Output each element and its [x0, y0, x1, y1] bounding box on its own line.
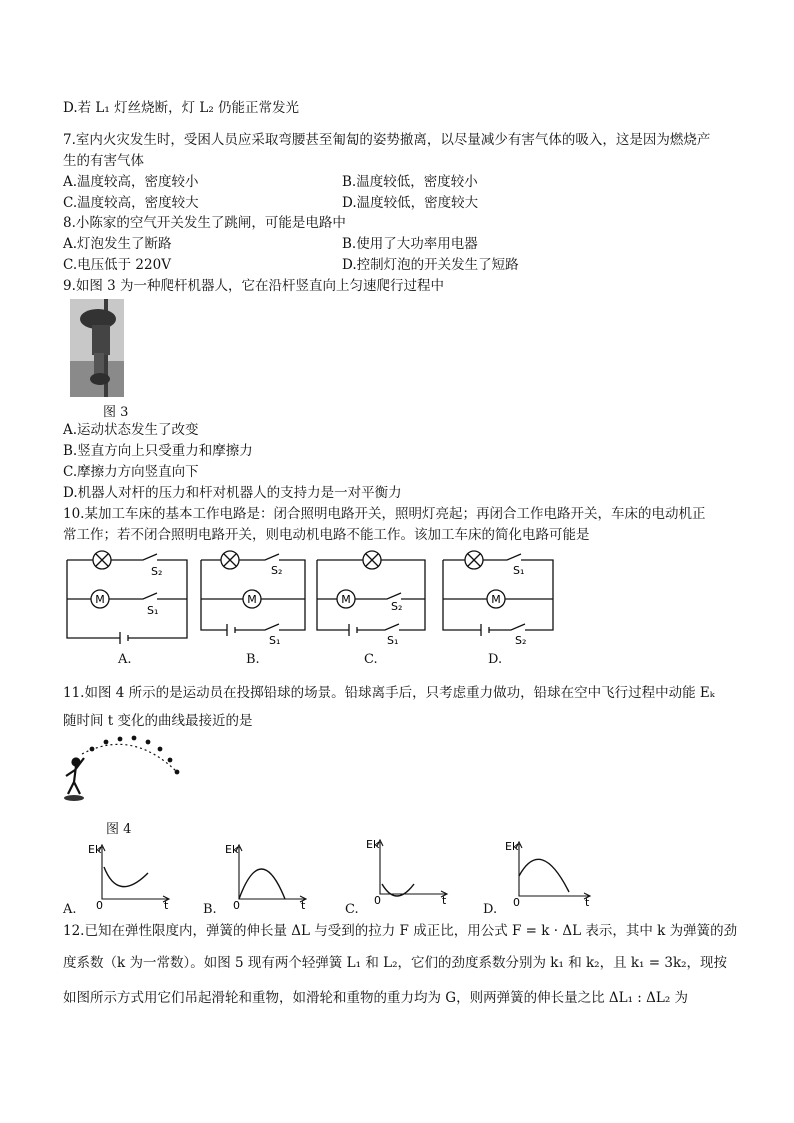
graph-a-ylabel: Ek — [88, 843, 102, 856]
graph-c-label: C. — [345, 902, 359, 917]
q8-option-d: D.控制灯泡的开关发生了短路 — [342, 257, 519, 273]
q10-stem-line2: 常工作；若不闭合照明电路开关，则电动机电路不能工作。该加工车床的简化电路可能是 — [63, 527, 590, 543]
robot-photo — [70, 299, 124, 397]
switch-s1-d-label: S₁ — [513, 564, 525, 577]
motor-a-label: M — [95, 593, 105, 606]
graph-b-ylabel: Ek — [225, 843, 239, 856]
circuit-c — [315, 552, 427, 647]
circuit-c-label: C. — [364, 652, 378, 667]
switch-s1-a-label: S₁ — [147, 604, 159, 617]
q10-stem-line1: 10.某加工车床的基本工作电路是：闭合照明电路开关，照明灯亮起；再闭合工作电路开关，车床的电动机正 — [63, 506, 706, 522]
graph-d — [505, 840, 590, 909]
q7-option-a: A.温度较高，密度较小 — [63, 174, 199, 190]
figure-4-caption: 图 4 — [106, 822, 132, 837]
graph-d-xlabel: t — [585, 896, 590, 909]
switch-s2-a-label: S₂ — [151, 565, 163, 578]
graph-a-origin: 0 — [96, 899, 103, 912]
q8-option-b: B.使用了大功率用电器 — [342, 236, 478, 252]
switch-s2-c-label: S₂ — [391, 600, 403, 613]
q8-stem: 8.小陈家的空气开关发生了跳闸，可能是电路中 — [63, 215, 346, 231]
q8-option-c: C.电压低于 220V — [63, 257, 171, 273]
graph-c-xlabel: t — [442, 894, 447, 907]
motor-d-label: M — [491, 593, 501, 606]
q7-stem-line1: 7.室内火灾发生时，受困人员应采取弯腰甚至匍匐的姿势撤离，以尽量减少有害气体的吸入，这是因为燃烧产 — [63, 132, 711, 148]
graph-a-label: A. — [63, 902, 77, 917]
q9-option-a: A.运动状态发生了改变 — [63, 422, 199, 438]
circuit-a-label: A. — [118, 652, 132, 667]
motor-c-label: M — [341, 593, 351, 606]
circuit-d-label: D. — [488, 652, 503, 667]
graph-b-xlabel: t — [301, 899, 306, 912]
switch-s2-b-label: S₂ — [271, 564, 283, 577]
q7-option-c: C.温度较高，密度较大 — [63, 195, 199, 211]
graph-d-origin: 0 — [513, 896, 520, 909]
circuit-d — [441, 552, 555, 647]
graph-a-xlabel: t — [164, 899, 169, 912]
q9-stem: 9.如图 3 为一种爬杆机器人，它在沿杆竖直向上匀速爬行过程中 — [63, 278, 445, 294]
shot-put-figure — [62, 732, 192, 804]
q7-option-d: D.温度较低，密度较大 — [342, 195, 479, 211]
graph-b-origin: 0 — [233, 899, 240, 912]
graph-b — [225, 843, 306, 912]
motor-b-label: M — [247, 593, 257, 606]
circuit-b — [199, 552, 307, 647]
circuit-b-label: B. — [246, 652, 260, 667]
switch-s1-b-label: S₁ — [269, 634, 281, 647]
q6-option-d: D.若 L₁ 灯丝烧断，灯 L₂ 仍能正常发光 — [63, 100, 300, 116]
figure-3-caption: 图 3 — [103, 405, 129, 420]
q9-option-b: B.竖直方向上只受重力和摩擦力 — [63, 443, 253, 459]
graph-b-label: B. — [203, 902, 217, 917]
graph-c-ylabel: Ek — [366, 838, 380, 851]
switch-s1-c-label: S₁ — [387, 634, 399, 647]
switch-s2-d-label: S₂ — [515, 634, 527, 647]
graph-d-label: D. — [483, 902, 498, 917]
graph-d-ylabel: Ek — [505, 840, 519, 853]
q9-option-c: C.摩擦力方向竖直向下 — [63, 464, 199, 480]
circuit-a — [65, 552, 189, 642]
q7-stem-line2: 生的有害气体 — [63, 153, 144, 169]
graph-c — [366, 838, 447, 907]
q12-stem-line1: 12.已知在弹性限度内，弹簧的伸长量 ΔL 与受到的拉力 F 成正比，用公式 F = k · ΔL 表示，其中 k 为弹簧的劲 — [63, 923, 738, 939]
q11-stem-line1: 11.如图 4 所示的是运动员在投掷铅球的场景。铅球离手后，只考虑重力做功，铅球在空中飞行过程中动能 Eₖ — [63, 685, 715, 701]
q8-option-a: A.灯泡发生了断路 — [63, 236, 172, 252]
q12-stem-line2: 度系数（k 为一常数）。如图 5 现有两个轻弹簧 L₁ 和 L₂，它们的劲度系数分别为 k₁ 和 k₂，且 k₁ = 3k₂，现按 — [63, 955, 728, 971]
graph-a — [88, 843, 169, 912]
q7-option-b: B.温度较低，密度较小 — [342, 174, 478, 190]
q12-stem-line3: 如图所示方式用它们吊起滑轮和重物，如滑轮和重物的重力均为 G，则两弹簧的伸长量之比 ΔL₁ : ΔL₂ 为 — [63, 990, 689, 1006]
q9-option-d: D.机器人对杆的压力和杆对机器人的支持力是一对平衡力 — [63, 485, 402, 501]
q11-stem-line2: 随时间 t 变化的曲线最接近的是 — [63, 713, 253, 729]
graph-c-origin: 0 — [374, 894, 381, 907]
